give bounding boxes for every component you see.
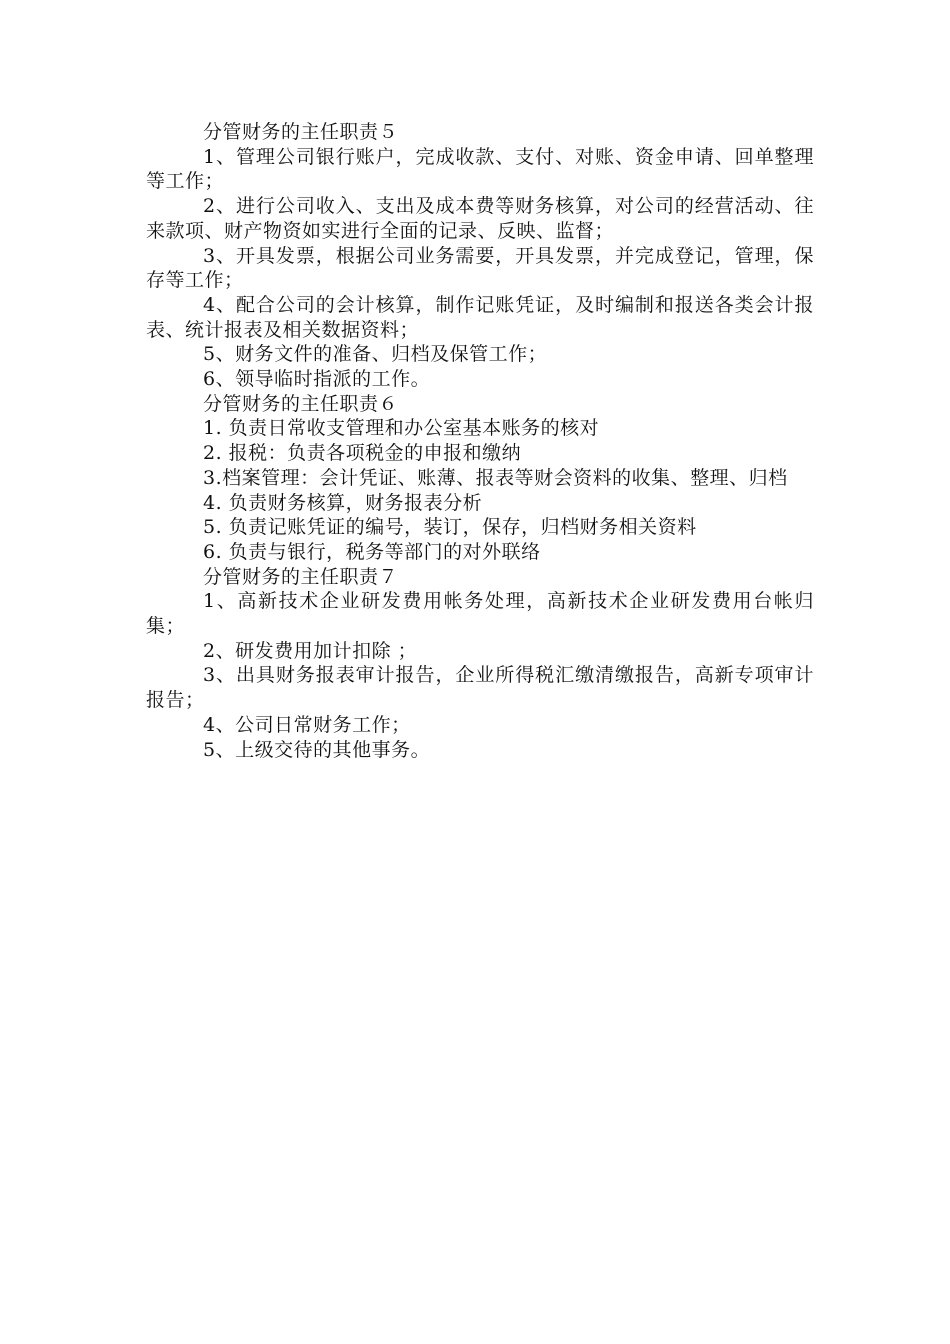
list-item: 2、进行公司收入、支出及成本费等财务核算，对公司的经营活动、往来款项、财产物资如实进行全面的记录、反映、监督； [146, 195, 814, 242]
section-duties-5 [146, 120, 814, 392]
section-duties-6 [146, 392, 814, 565]
list-item: 4、公司日常财务工作； [203, 713, 411, 736]
list-item: 6. 负责与银行，税务等部门的对外联络 [203, 540, 541, 563]
list-item: 1、管理公司银行账户，完成收款、支付、对账、资金申请、回单整理等工作； [146, 145, 814, 193]
section-title: 分管财务的主任职责７ [203, 565, 399, 588]
document-body [146, 120, 814, 762]
list-item: 3、开具发票，根据公司业务需要，开具发票，并完成登记，管理，保存等工作； [146, 244, 814, 292]
list-item: 3、出具财务报表审计报告，企业所得税汇缴清缴报告，高新专项审计报告； [146, 664, 814, 712]
list-item: 4、配合公司的会计核算，制作记账凭证，及时编制和报送各类会计报表、统计报表及相关数据资料； [146, 293, 814, 341]
list-item: 2. 报税：负责各项税金的申报和缴纳 [203, 442, 522, 465]
list-item: 1. 负责日常收支管理和办公室基本账务的核对 [203, 417, 600, 440]
list-item: 2、研发费用加计扣除 ； [203, 639, 418, 662]
section-title: 分管财务的主任职责６ [203, 392, 399, 415]
section-duties-7 [146, 565, 814, 763]
section-title: 分管财务的主任职责５ [203, 121, 399, 143]
list-item: 5. 负责记账凭证的编号，装订，保存，归档财务相关资料 [203, 516, 697, 539]
list-item: 4. 负责财务核算，财务报表分析 [203, 491, 483, 514]
list-item: 1、高新技术企业研发费用帐务处理，高新技术企业研发费用台帐归集； [146, 590, 814, 638]
list-item: 5、财务文件的准备、归档及保管工作； [203, 343, 548, 366]
list-item: 5、上级交待的其他事务。 [203, 738, 431, 761]
list-item: 6、领导临时指派的工作。 [203, 368, 431, 391]
list-item: 3.档案管理：会计凭证、账薄、报表等财会资料的收集、整理、归档 [203, 466, 788, 489]
